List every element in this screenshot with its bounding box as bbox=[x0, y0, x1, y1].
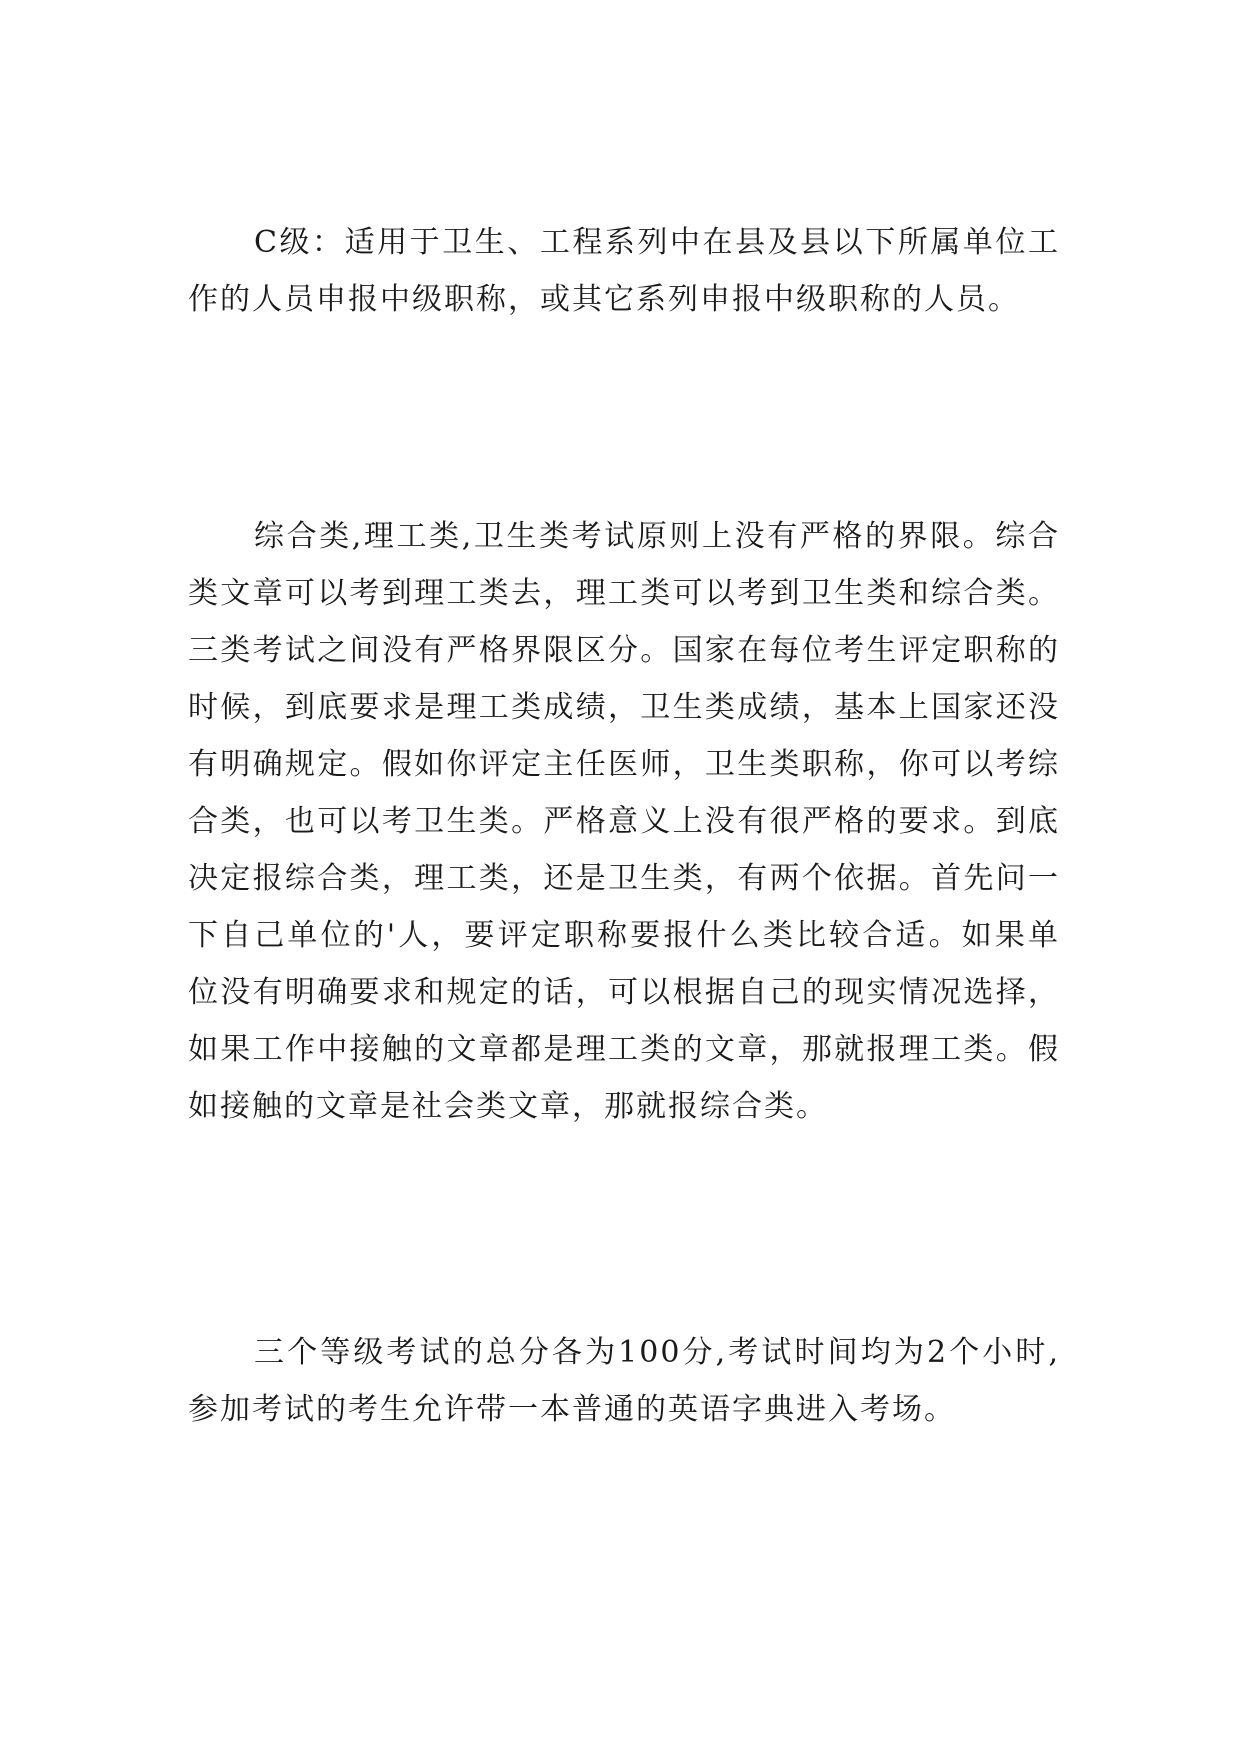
paragraph-exam-scoring: 三个等级考试的总分各为100分,考试时间均为2个小时,参加考试的考生允许带一本普通的英语字典进入考场。 bbox=[188, 1335, 1060, 1427]
paragraph-level-c: C级：适用于卫生、工程系列中在县及县以下所属单位工作的人员申报中级职称，或其它系列申报中级职称的人员。 bbox=[188, 225, 1060, 317]
paragraph-exam-categories: 综合类,理工类,卫生类考试原则上没有严格的界限。综合类文章可以考到理工类去，理工类可以考到卫生类和综合类。三类考试之间没有严格界限区分。国家在每位考生评定职称的时候，到底要求是理工类成绩，卫生类成绩，基本上国家还没有明确规定。假如你评定主任医师，卫生类职称，你可以考综合类，也可以考卫生类。严格意义上没有很严格的要求。到底决定报综合类，理工类，还是卫生类，有两个依据。首先问一下自己单位的'人，要评定职称要报什么类比较合适。如果单位没有明确要求和规定的话，可以根据自己的现实情况选择，如果工作中接触的文章都是理工类的文章，那就报理工类。假如接触的文章是社会类文章，那就报综合类。 bbox=[188, 519, 1060, 1124]
